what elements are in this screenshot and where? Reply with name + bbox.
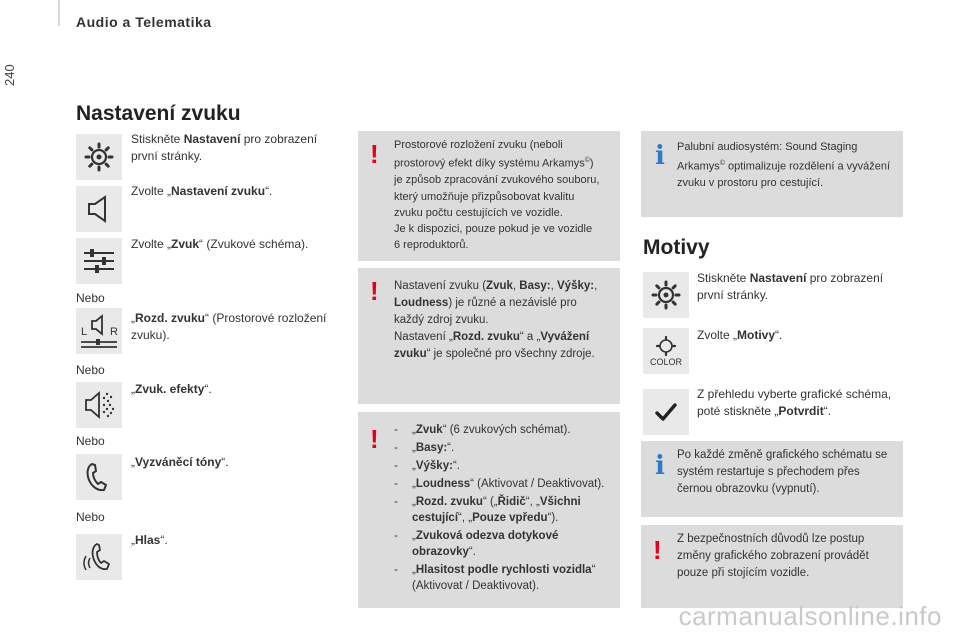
gear-icon (83, 141, 115, 173)
gear-icon (650, 279, 682, 311)
warning-icon: ! (653, 535, 662, 565)
or-label: Nebo (76, 434, 105, 448)
step-text: Zvolte „Nastavení zvuku“. (131, 184, 273, 198)
list-item: - „Basy:“. (394, 440, 610, 456)
watermark: carmanualsonline.info (678, 601, 942, 631)
left-channel-label: L (81, 326, 88, 338)
right-channel-label: R (110, 326, 118, 338)
header-divider (58, 0, 60, 26)
voice-icon (83, 540, 115, 574)
warning-icon: ! (370, 424, 379, 454)
info-icon: i (655, 451, 665, 481)
color-icon (653, 336, 679, 358)
sound-distribution-button[interactable] (76, 308, 122, 354)
sound-settings-button[interactable] (76, 186, 122, 232)
list-item: - „Hlasitost podle rychlosti vozidla“ (Aktivovat / Deaktivovat). (394, 562, 610, 594)
sound-effects-button[interactable] (76, 382, 122, 428)
color-label: COLOR (649, 356, 682, 367)
warning-icon: ! (370, 139, 379, 169)
step-text: Zvolte „Motivy“. (697, 328, 783, 342)
warning-note-source-settings (358, 268, 620, 404)
or-label: Nebo (76, 510, 105, 524)
ringtones-button[interactable] (76, 454, 122, 500)
step-text: „Rozd. zvuku“ (Prostorové rozložení zvuku). (131, 311, 327, 342)
warning-note-safety (641, 525, 903, 608)
settings-button[interactable] (643, 272, 689, 318)
warning-note-sound-options (358, 412, 620, 608)
chapter-title: Audio a Telematika (76, 14, 212, 30)
sound-scheme-button[interactable] (76, 238, 122, 284)
or-label: Nebo (76, 363, 105, 377)
step-text: Zvolte „Zvuk“ (Zvukové schéma). (131, 237, 309, 251)
speaker-balance-icon (78, 311, 120, 351)
info-icon: i (655, 141, 665, 171)
note-text: Prostorové rozložení zvuku (neboli prostorový efekt díky systému Arkamys©) je způsob zpracování zvukového souboru, který umožňuje přizpůsobovat kvalitu zvuku počtu cestujících ve vozidle. Je k dispozici, pouze pokud je ve vozidle 6 reproduktorů. (394, 139, 600, 252)
list-item: - „Rozd. zvuku“ („Řidič“, „Všichni cestující“, „Pouze vpředu“). (394, 494, 610, 526)
warning-icon: ! (370, 276, 379, 306)
speaker-effects-icon (81, 388, 117, 422)
info-note-restart (641, 441, 903, 517)
note-text: Nastavení zvuku (Zvuk, Basy:, Výšky:, Loudness) je různé a nezávislé pro každý zdroj zvuku. Nastavení „Rozd. zvuku“ a „Vyvážení zvuku“ je společné pro všechny zdroje. (394, 280, 598, 360)
confirm-button[interactable] (643, 389, 689, 435)
note-text: Po každé změně grafického schématu se systém restartuje s přechodem přes černou obrazovku (vypnutí). (677, 449, 888, 495)
step-text: Z přehledu vyberte grafické schéma, poté stiskněte „Potvrdit“. (697, 387, 892, 418)
ringtone-icon (83, 460, 115, 494)
section-title-sound: Nastavení zvuku (76, 102, 241, 125)
step-text: Stiskněte Nastavení pro zobrazení první stránky. (697, 271, 884, 302)
section-title-themes: Motivy (643, 236, 710, 259)
page-number: 240 (2, 64, 17, 86)
options-list (394, 422, 610, 596)
warning-note-spatial-sound (358, 131, 620, 261)
list-item: - „Zvuk“ (6 zvukových schémat). (394, 422, 610, 438)
voice-button[interactable] (76, 534, 122, 580)
step-text: Stiskněte Nastavení pro zobrazení první stránky. (131, 132, 318, 163)
list-item: - „Loudness“ (Aktivovat / Deaktivovat). (394, 476, 610, 492)
note-text: Z bezpečnostních důvodů lze postup změny grafického zobrazení provádět pouze při stojícím vozidle. (677, 533, 869, 579)
info-note-sound-staging (641, 131, 903, 217)
equalizer-icon (82, 245, 116, 277)
step-text: „Vyzváněcí tóny“. (131, 455, 229, 469)
step-text: „Hlas“. (131, 533, 168, 547)
list-item: - „Výšky:“. (394, 458, 610, 474)
speaker-icon (85, 194, 113, 224)
themes-button[interactable] (643, 328, 689, 374)
step-text: „Zvuk. efekty“. (131, 382, 212, 396)
settings-button[interactable] (76, 134, 122, 180)
note-text: Palubní audiosystém: Sound Staging Arkamys© optimalizuje rozdělení a vyvážení zvuku v prostoru pro cestující. (677, 141, 891, 189)
checkmark-icon (654, 401, 678, 423)
list-item: - „Zvuková odezva dotykové obrazovky“. (394, 528, 610, 560)
or-label: Nebo (76, 291, 105, 305)
